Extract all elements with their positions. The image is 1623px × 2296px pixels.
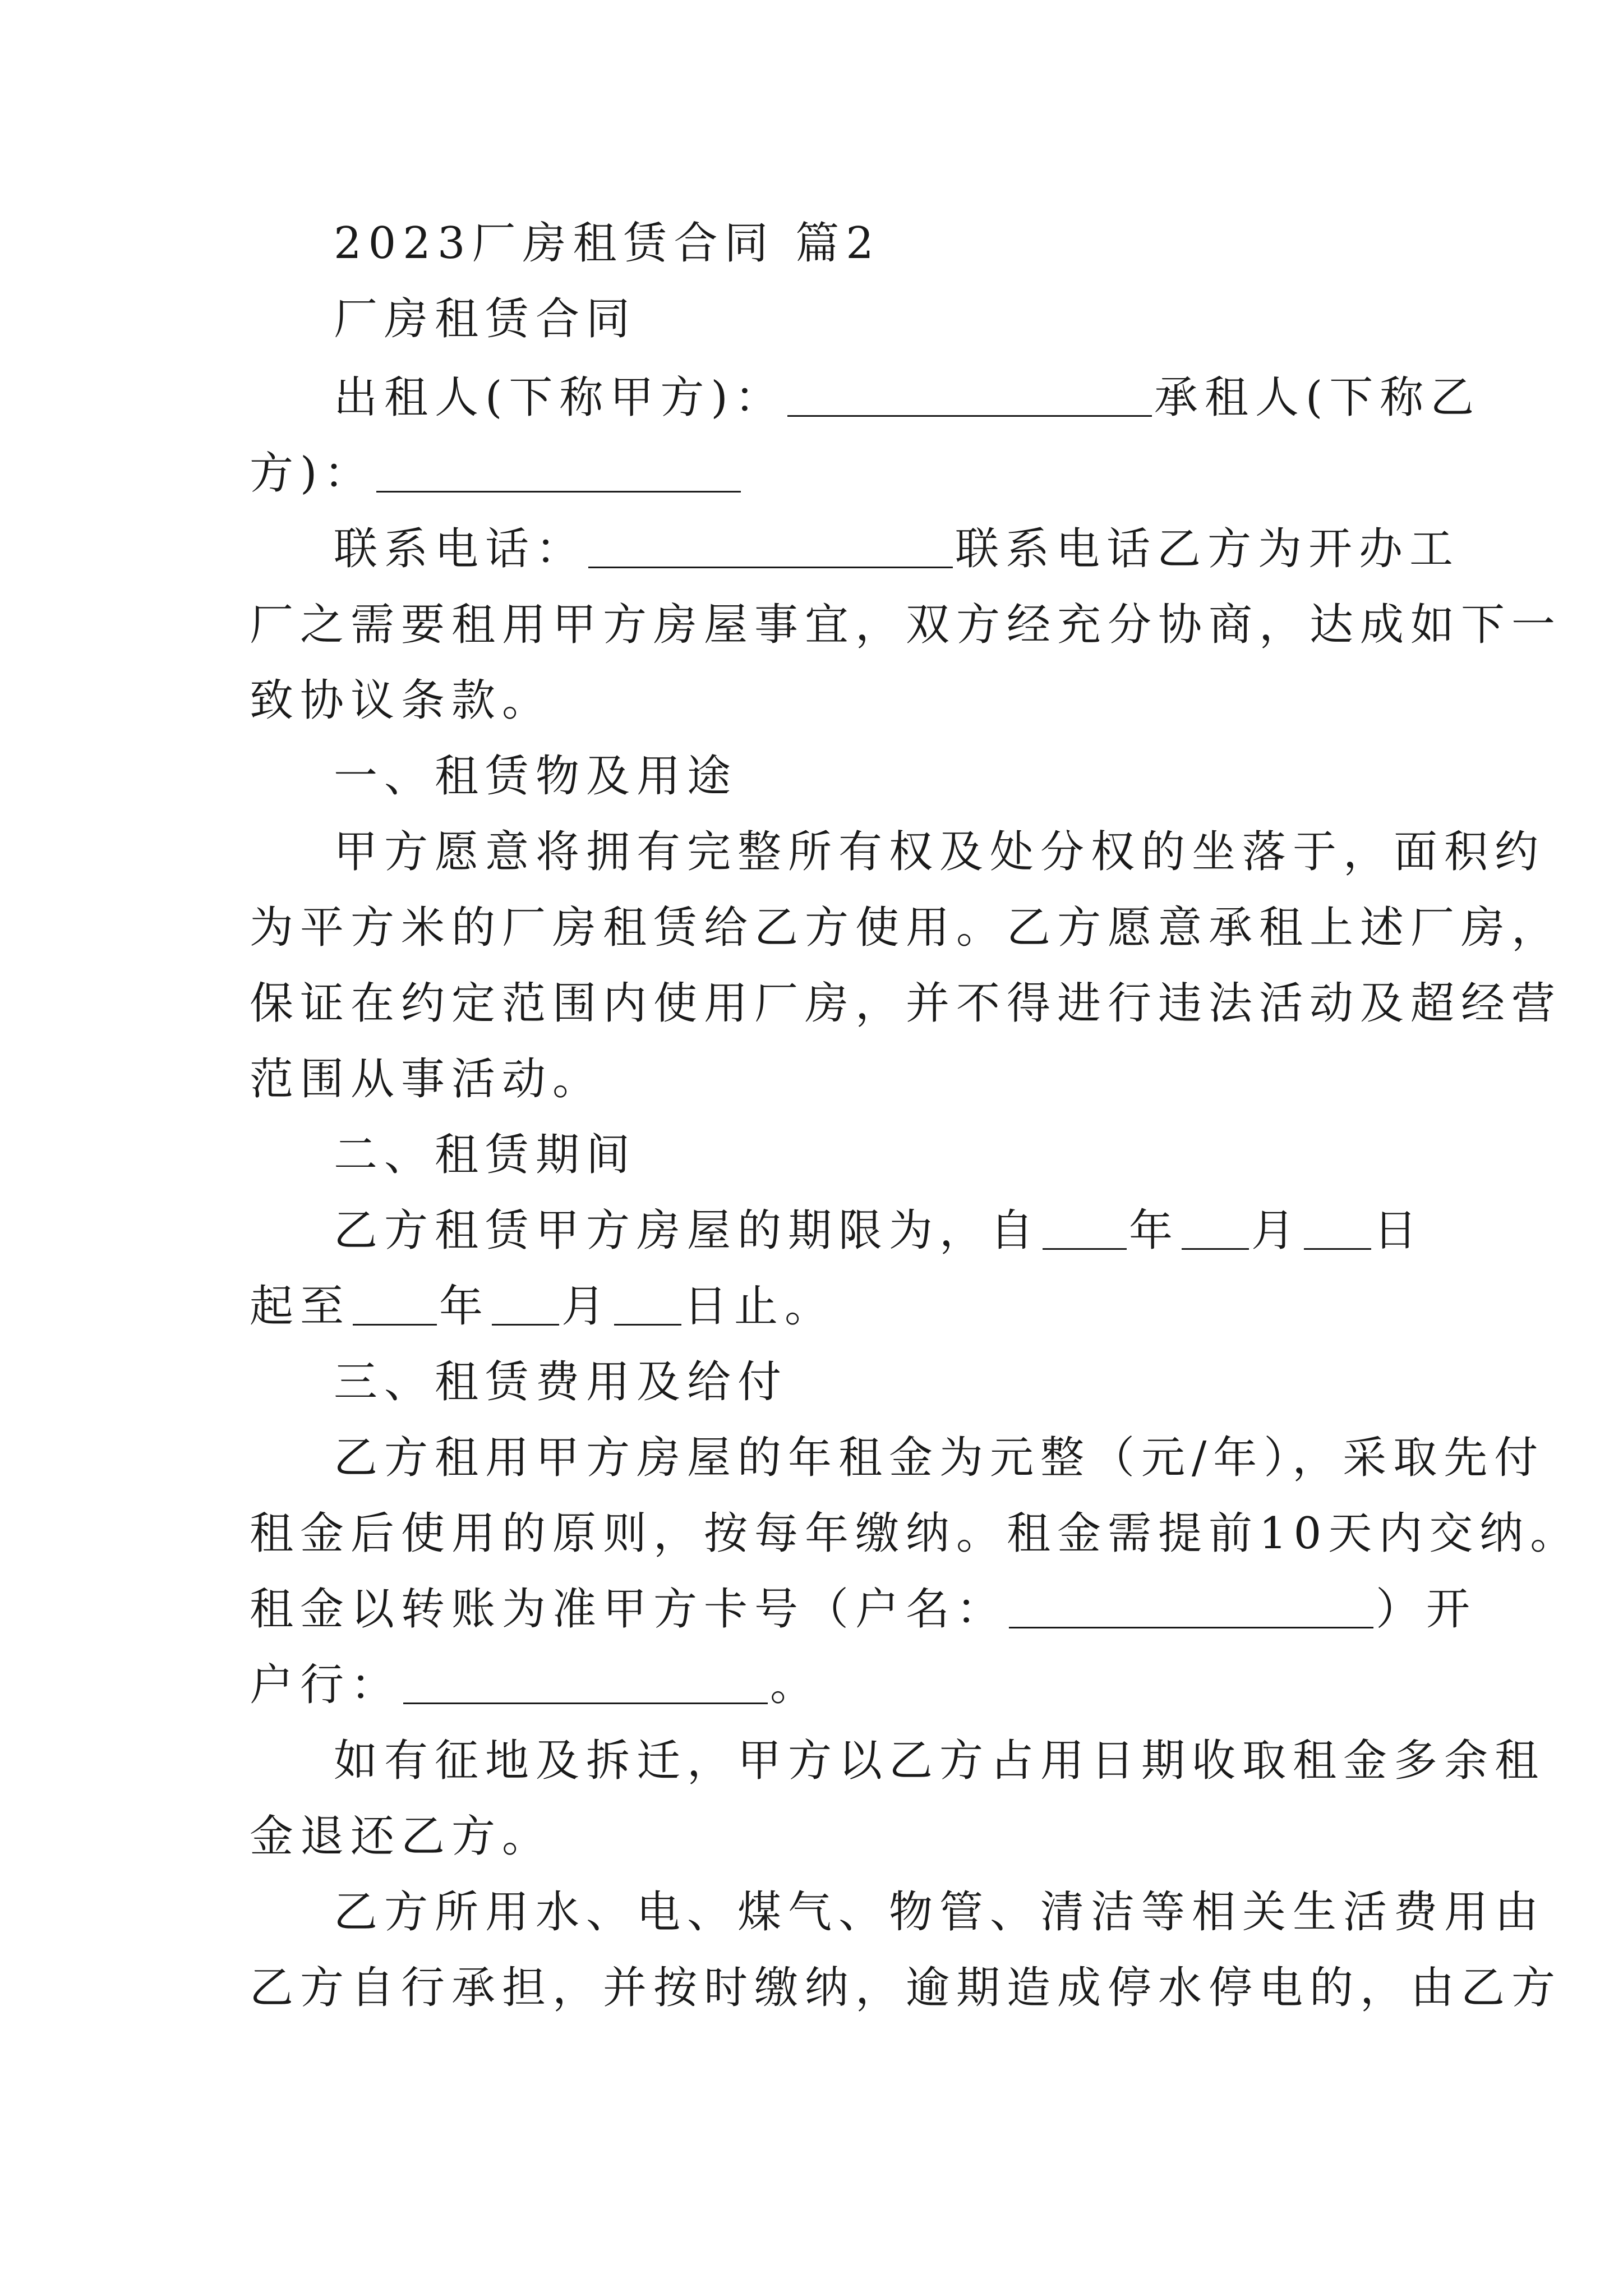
phone-blank — [588, 527, 953, 568]
heading-2: 二、租赁期间 — [334, 1130, 637, 1180]
end-month-blank — [492, 1285, 559, 1326]
paragraph-line: 范围从事活动。 — [250, 1054, 603, 1105]
paragraph-line: 乙方所用水、电、煤气、物管、清洁等相关生活费用由 — [334, 1887, 1546, 1938]
paragraph-line: 甲方愿意将拥有完整所有权及处分权的坐落于，面积约 — [334, 827, 1546, 877]
phone-label: 联系电话： — [334, 524, 587, 574]
account-label: 租金以转账为准甲方卡号（户名： — [250, 1584, 1007, 1635]
bank-blank — [403, 1663, 768, 1704]
end-day-blank — [614, 1285, 681, 1326]
lessee-line — [250, 448, 1394, 499]
year-label: 年 — [1129, 1205, 1180, 1256]
phone-label-2: 联系电话乙方为开办工 — [955, 524, 1460, 574]
day-end-label: 日止。 — [684, 1281, 836, 1332]
bank-line — [250, 1660, 1394, 1710]
end-year-blank — [353, 1285, 437, 1326]
account-line — [250, 1584, 1477, 1635]
lessee-blank — [376, 452, 741, 493]
paragraph-line: 乙方租用甲方房屋的年租金为元整（元/年），采取先付 — [334, 1433, 1545, 1483]
term-end-line — [250, 1281, 1394, 1332]
contract-title: 厂房租赁合同 — [334, 294, 637, 344]
phone-line — [334, 524, 1478, 574]
lessor-blank — [787, 376, 1152, 417]
start-day-blank — [1304, 1209, 1371, 1250]
year-label: 年 — [439, 1281, 490, 1332]
term-start-line — [334, 1205, 1478, 1256]
day-label: 日 — [1373, 1205, 1424, 1256]
bank-label: ）开 — [1376, 1584, 1477, 1635]
lessee-label: 承租人(下称乙 — [1154, 372, 1481, 423]
period-mark: 。 — [770, 1660, 821, 1710]
paragraph-line: 厂之需要租用甲方房屋事宜，双方经充分协商，达成如下一 — [250, 600, 1562, 650]
paragraph-line: 金退还乙方。 — [250, 1811, 553, 1862]
account-name-blank — [1009, 1588, 1373, 1628]
month-label: 月 — [561, 1281, 612, 1332]
paragraph-line: 保证在约定范围内使用厂房，并不得进行违法活动及超经营 — [250, 978, 1562, 1029]
term-end-label: 起至 — [250, 1281, 351, 1332]
paragraph-line: 如有征地及拆迁，甲方以乙方占用日期收取租金多余租 — [334, 1736, 1546, 1786]
start-month-blank — [1182, 1209, 1249, 1250]
lessee-label-cont: 方)： — [250, 448, 375, 499]
paragraph-line: 乙方自行承担，并按时缴纳，逾期造成停水停电的，由乙方 — [250, 1963, 1562, 2013]
bank-label-cont: 户行： — [250, 1660, 402, 1710]
month-label: 月 — [1251, 1205, 1302, 1256]
section-title: 2023厂房租赁合同 篇2 — [334, 218, 880, 269]
lessor-line — [334, 372, 1481, 423]
heading-1: 一、租赁物及用途 — [334, 751, 738, 802]
paragraph-line: 致协议条款。 — [250, 675, 553, 726]
lessor-label: 出租人(下称甲方)： — [334, 372, 785, 423]
heading-3: 三、租赁费用及给付 — [334, 1357, 789, 1407]
term-start-label: 乙方租赁甲方房屋的期限为，自 — [334, 1205, 1041, 1256]
paragraph-line: 为平方米的厂房租赁给乙方使用。乙方愿意承租上述厂房， — [250, 903, 1562, 953]
start-year-blank — [1043, 1209, 1127, 1250]
paragraph-line: 租金后使用的原则，按每年缴纳。租金需提前10天内交纳。 — [250, 1508, 1581, 1559]
